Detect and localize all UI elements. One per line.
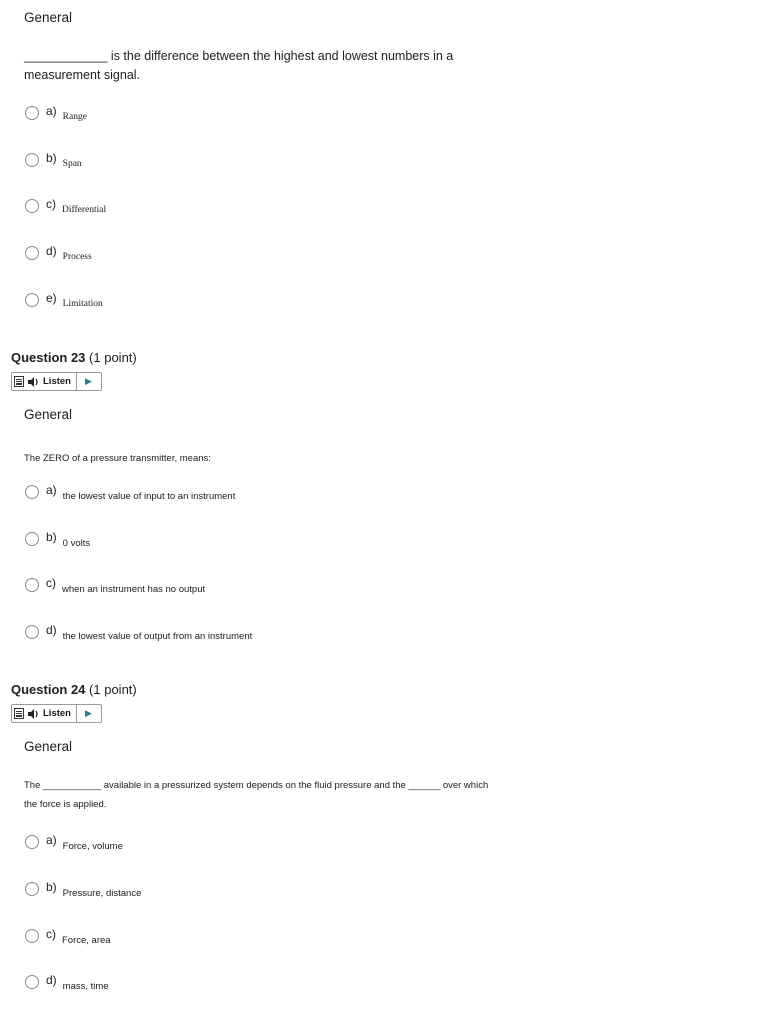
q22-option-e[interactable] [25, 291, 103, 309]
option-text: 0 volts [62, 538, 91, 549]
q24-option-c[interactable] [25, 927, 111, 946]
option-text: Range [62, 112, 87, 122]
option-text: Differential [62, 205, 107, 215]
option-letter: c) [46, 576, 56, 590]
q22-question-text [24, 47, 494, 85]
option-letter: a) [46, 104, 57, 118]
radio-button[interactable] [25, 929, 39, 943]
q24-text-line2: the force is applied. [24, 799, 107, 810]
option-text: mass, time [62, 981, 109, 992]
radio-button[interactable] [25, 153, 39, 167]
q23-heading [11, 350, 137, 365]
option-letter: b) [46, 151, 57, 165]
option-letter: c) [46, 197, 56, 211]
option-text: Pressure, distance [62, 888, 142, 899]
option-letter: d) [46, 973, 57, 987]
radio-button[interactable] [25, 532, 39, 546]
q23-option-b[interactable] [25, 530, 90, 549]
option-letter: b) [46, 880, 57, 894]
q23-option-c[interactable] [25, 576, 205, 595]
q22-blank: ____________ [24, 49, 108, 63]
speaker-icon [28, 377, 40, 387]
q24-listen-widget[interactable] [11, 704, 102, 723]
q24-option-b[interactable] [25, 880, 141, 899]
option-text: Process [62, 252, 92, 262]
q22-option-b[interactable] [25, 151, 82, 169]
document-icon [14, 708, 24, 719]
radio-button[interactable] [25, 106, 39, 120]
radio-button[interactable] [25, 975, 39, 989]
radio-button[interactable] [25, 625, 39, 639]
option-letter: d) [46, 244, 57, 258]
radio-button[interactable] [25, 293, 39, 307]
q23-question-text: The ZERO of a pressure transmitter, means: [24, 453, 211, 464]
radio-button[interactable] [25, 199, 39, 213]
option-text: Force, area [62, 935, 111, 946]
option-text: Span [62, 159, 82, 169]
q23-option-a[interactable] [25, 483, 235, 502]
divider [76, 373, 77, 390]
radio-button[interactable] [25, 485, 39, 499]
option-letter: a) [46, 483, 57, 497]
play-icon[interactable]: ▶ [84, 708, 92, 718]
q23-category: General [24, 407, 73, 422]
option-text: the lowest value of input to an instrument [62, 491, 236, 502]
option-text: when an instrument has no output [62, 584, 206, 595]
radio-button[interactable] [25, 882, 39, 896]
q24-category: General [24, 739, 73, 754]
q22-option-a[interactable] [25, 104, 87, 122]
q22-text-line2: measurement signal. [24, 68, 141, 82]
q22-option-c[interactable] [25, 197, 106, 215]
q23-title: Question 23 [11, 350, 86, 365]
document-icon [14, 376, 24, 387]
option-text: Force, volume [62, 841, 123, 852]
q24-question-text [24, 776, 584, 814]
speaker-icon [28, 709, 40, 719]
q24-heading [11, 682, 137, 697]
q24-option-a[interactable] [25, 833, 123, 852]
radio-button[interactable] [25, 578, 39, 592]
option-letter: d) [46, 623, 57, 637]
divider [76, 705, 77, 722]
play-icon[interactable]: ▶ [84, 376, 92, 386]
q23-option-d[interactable] [25, 623, 252, 642]
listen-button[interactable]: Listen [43, 376, 71, 387]
option-letter: c) [46, 927, 56, 941]
option-letter: a) [46, 833, 57, 847]
q23-listen-widget[interactable] [11, 372, 102, 391]
listen-button[interactable]: Listen [43, 708, 71, 719]
radio-button[interactable] [25, 246, 39, 260]
q24-text-line1: The ___________ available in a pressurized system depends on the fluid pressure and the ______ over which [24, 780, 489, 791]
radio-button[interactable] [25, 835, 39, 849]
q22-text-line1: is the difference between the highest and lowest numbers in a [107, 49, 454, 63]
q22-option-d[interactable] [25, 244, 92, 262]
option-text: Limitation [62, 299, 103, 309]
option-letter: e) [46, 291, 57, 305]
q23-points: (1 point) [89, 350, 137, 365]
q24-title: Question 24 [11, 682, 86, 697]
option-letter: b) [46, 530, 57, 544]
option-text: the lowest value of output from an instrument [62, 631, 253, 642]
q24-points: (1 point) [89, 682, 137, 697]
q22-category: General [24, 10, 73, 25]
q24-option-d[interactable] [25, 973, 109, 992]
